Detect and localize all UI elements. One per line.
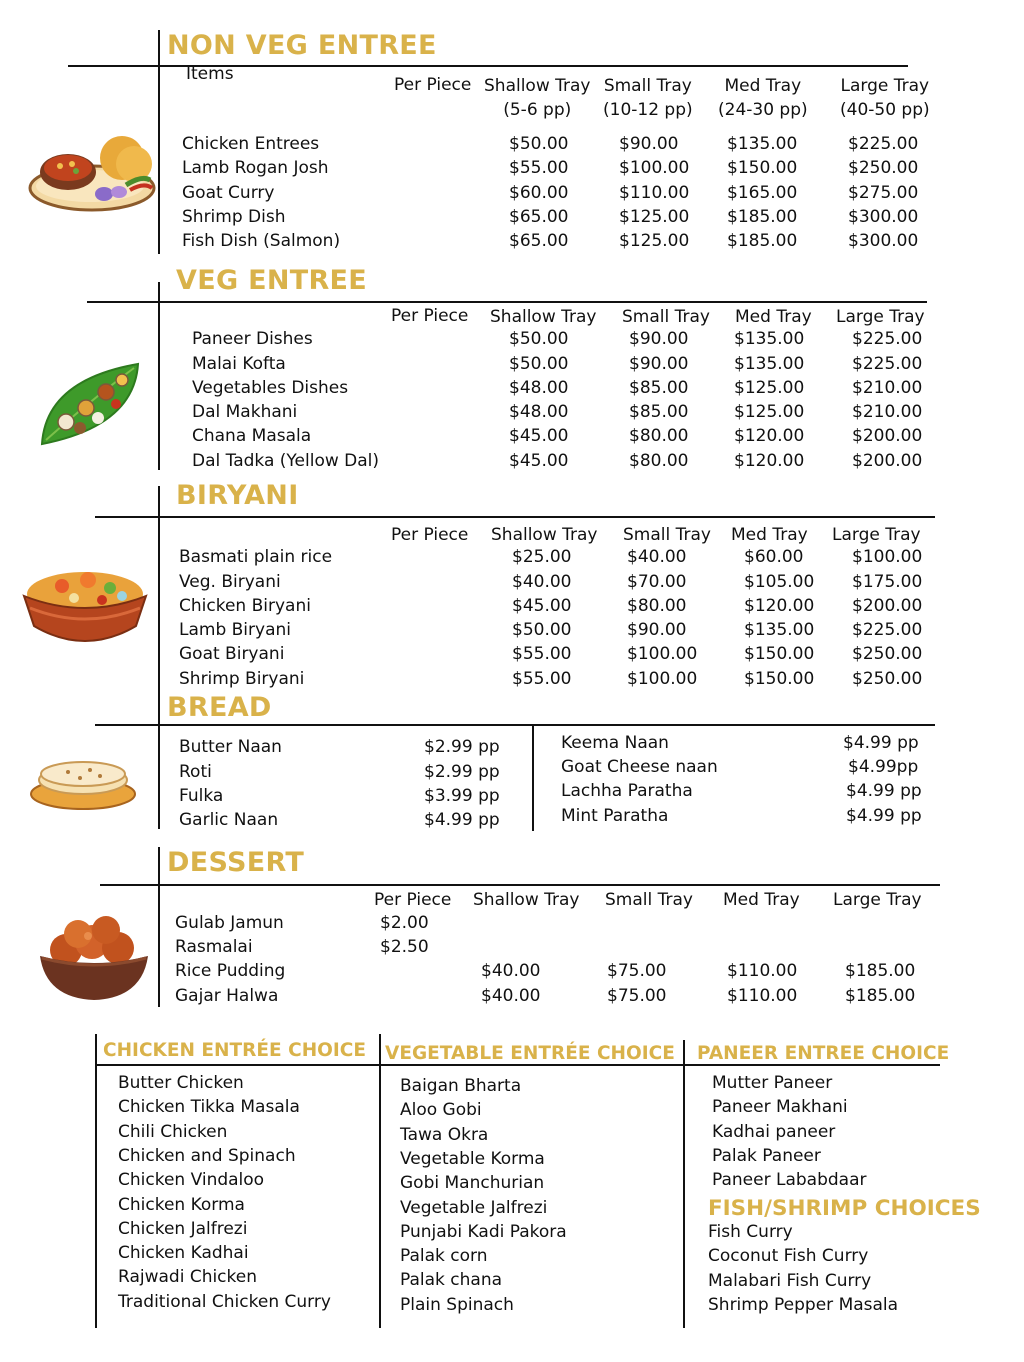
price-cell: $110.00 (619, 183, 690, 203)
banana-leaf-thali-icon (36, 360, 146, 448)
choice-item: Tawa Okra (400, 1124, 489, 1145)
choice-item: Chicken Kadhai (118, 1243, 249, 1264)
menu-item-name: Paneer Dishes (192, 329, 313, 349)
price-cell: $40.00 (512, 572, 572, 592)
menu-item-name: Rice Pudding (175, 961, 286, 981)
price-cell: $185.00 (727, 231, 798, 251)
dessert-title: DESSERT (167, 847, 305, 878)
menu-item-name: Goat Cheese naan (561, 757, 718, 777)
paneer-choice-title: PANEER ENTREE CHOICE (697, 1043, 950, 1064)
price-cell: $25.00 (512, 547, 572, 567)
price-cell: $150.00 (744, 669, 815, 689)
header-med-tray: Med Tray (24-30 pp) (718, 76, 808, 120)
price-cell: $225.00 (852, 354, 923, 374)
price-cell: $275.00 (848, 183, 919, 203)
price-cell: $200.00 (852, 426, 923, 446)
choice-item: Palak corn (400, 1246, 488, 1267)
curry-plate-icon (24, 130, 156, 212)
price-cell: $4.99pp (848, 757, 919, 777)
choice-item: Gobi Manchurian (400, 1173, 545, 1194)
header-per-piece: Per Piece (391, 306, 469, 326)
header-small-tray: Small Tray (622, 307, 710, 327)
header-shallow-tray: Shallow Tray (473, 890, 580, 910)
divider (87, 301, 927, 303)
divider (95, 1034, 97, 1328)
price-cell: $90.00 (629, 329, 689, 349)
menu-item-name: Dal Makhani (192, 402, 298, 422)
menu-item-name: Chicken Biryani (179, 596, 311, 616)
price-cell: $2.00 (380, 913, 429, 933)
divider (379, 1034, 381, 1328)
price-cell: $90.00 (627, 620, 687, 640)
divider (95, 724, 935, 726)
choice-item: Butter Chicken (118, 1073, 244, 1093)
menu-item-name: Butter Naan (179, 737, 282, 757)
price-cell: $60.00 (509, 183, 569, 203)
header-shallow-tray: Shallow Tray (490, 307, 597, 327)
price-cell: $105.00 (744, 572, 815, 592)
price-cell: $55.00 (512, 669, 572, 689)
price-cell: $50.00 (512, 620, 572, 640)
choice-item: Kadhai paneer (712, 1121, 836, 1142)
menu-item-name: Mint Paratha (561, 806, 669, 826)
chicken-choice-title: CHICKEN ENTRÉE CHOICE (103, 1040, 367, 1061)
choice-item: Aloo Gobi (400, 1100, 482, 1121)
price-cell: $225.00 (852, 329, 923, 349)
header-med-tray: Med Tray (731, 525, 808, 545)
divider (96, 1064, 940, 1066)
price-cell: $150.00 (727, 158, 798, 178)
header-med-tray: Med Tray (735, 307, 812, 327)
price-cell: $55.00 (512, 644, 572, 664)
choice-item: Chicken Jalfrezi (118, 1218, 248, 1239)
price-cell: $210.00 (852, 402, 923, 422)
divider (158, 847, 160, 1007)
price-cell: $50.00 (509, 134, 569, 154)
price-cell: $125.00 (734, 378, 805, 398)
menu-item-name: Fulka (179, 786, 224, 806)
menu-item-name: Dal Tadka (Yellow Dal) (192, 451, 380, 471)
menu-item-name: Malai Kofta (192, 354, 286, 374)
price-cell: $120.00 (734, 426, 805, 446)
items-label: Items (186, 64, 234, 84)
price-cell: $200.00 (852, 451, 923, 471)
divider (158, 686, 160, 829)
price-cell: $185.00 (845, 961, 916, 981)
header-per-piece: Per Piece (394, 75, 472, 95)
header-shallow-tray: Shallow Tray (491, 525, 598, 545)
price-cell: $225.00 (848, 134, 919, 154)
choice-item: Baigan Bharta (400, 1076, 522, 1096)
price-cell: $45.00 (512, 596, 572, 616)
price-cell: $135.00 (734, 329, 805, 349)
divider (683, 1040, 685, 1328)
divider (158, 282, 160, 470)
menu-item-name: Rasmalai (175, 937, 253, 957)
price-cell: $210.00 (852, 378, 923, 398)
price-cell: $55.00 (509, 158, 569, 178)
divider (100, 884, 940, 886)
divider (158, 30, 160, 254)
price-cell: $185.00 (845, 986, 916, 1006)
header-small-tray: Small Tray (10-12 pp) (603, 76, 693, 120)
choice-item: Chicken Korma (118, 1194, 245, 1215)
price-cell: $80.00 (629, 451, 689, 471)
price-cell: $4.99 pp (843, 733, 919, 753)
price-cell: $100.00 (627, 644, 698, 664)
choice-item: Paneer Makhani (712, 1097, 848, 1118)
choice-item: Traditional Chicken Curry (118, 1291, 331, 1312)
price-cell: $75.00 (607, 961, 667, 981)
menu-item-name: Lachha Paratha (561, 781, 693, 801)
choice-item: Paneer Lababdaar (712, 1170, 867, 1191)
choice-item: Coconut Fish Curry (708, 1246, 869, 1267)
choice-item: Vegetable Jalfrezi (400, 1197, 548, 1218)
price-cell: $65.00 (509, 207, 569, 227)
price-cell: $80.00 (627, 596, 687, 616)
price-cell: $300.00 (848, 207, 919, 227)
menu-item-name: Goat Curry (182, 183, 275, 203)
choice-item: Palak Paneer (712, 1145, 821, 1166)
price-cell: $4.99 pp (424, 810, 500, 830)
header-large-tray: Large Tray (40-50 pp) (840, 76, 930, 120)
price-cell: $85.00 (629, 378, 689, 398)
menu-item-name: Lamb Biryani (179, 620, 291, 640)
menu-item-name: Chana Masala (192, 426, 312, 446)
menu-item-name: Shrimp Dish (182, 207, 286, 227)
price-cell: $75.00 (607, 986, 667, 1006)
price-cell: $45.00 (509, 426, 569, 446)
menu-item-name: Basmati plain rice (179, 547, 333, 567)
choice-item: Punjabi Kadi Pakora (400, 1221, 567, 1242)
nonveg-title: NON VEG ENTREE (167, 30, 437, 61)
divider (532, 725, 534, 831)
choice-item: Shrimp Pepper Masala (708, 1294, 899, 1315)
price-cell: $65.00 (509, 231, 569, 251)
price-cell: $135.00 (727, 134, 798, 154)
price-cell: $250.00 (852, 669, 923, 689)
menu-item-name: Garlic Naan (179, 810, 279, 830)
divider (95, 516, 935, 518)
menu-item-name: Keema Naan (561, 733, 669, 753)
menu-item-name: Fish Dish (Salmon) (182, 231, 341, 251)
menu-item-name: Gulab Jamun (175, 913, 284, 933)
menu-item-name: Lamb Rogan Josh (182, 158, 329, 178)
price-cell: $80.00 (629, 426, 689, 446)
header-large-tray: Large Tray (832, 525, 921, 545)
menu-item-name: Chicken Entrees (182, 134, 320, 154)
price-cell: $100.00 (619, 158, 690, 178)
menu-item-name: Veg. Biryani (179, 572, 281, 592)
price-cell: $50.00 (509, 329, 569, 349)
menu-item-name: Gajar Halwa (175, 986, 279, 1006)
vegetable-choice-title: VEGETABLE ENTRÉE CHOICE (385, 1043, 675, 1064)
header-per-piece: Per Piece (374, 890, 452, 910)
choice-item: Chicken Tikka Masala (118, 1097, 300, 1118)
price-cell: $165.00 (727, 183, 798, 203)
price-cell: $4.99 pp (846, 806, 922, 826)
choice-item: Chicken and Spinach (118, 1145, 296, 1166)
price-cell: $225.00 (852, 620, 923, 640)
price-cell: $100.00 (852, 547, 923, 567)
price-cell: $50.00 (509, 354, 569, 374)
menu-item-name: Roti (179, 762, 212, 782)
header-large-tray: Large Tray (833, 890, 922, 910)
price-cell: $4.99 pp (846, 781, 922, 801)
price-cell: $85.00 (629, 402, 689, 422)
price-cell: $2.99 pp (424, 762, 500, 782)
biryani-title: BIRYANI (176, 480, 299, 511)
header-shallow-tray: Shallow Tray (5-6 pp) (484, 76, 591, 120)
price-cell: $200.00 (852, 596, 923, 616)
header-large-tray: Large Tray (836, 307, 925, 327)
price-cell: $135.00 (744, 620, 815, 640)
price-cell: $90.00 (619, 134, 679, 154)
price-cell: $120.00 (734, 451, 805, 471)
gulab-jamun-bowl-icon (38, 912, 150, 1004)
menu-item-name: Vegetables Dishes (192, 378, 349, 398)
price-cell: $135.00 (734, 354, 805, 374)
choice-item: Plain Spinach (400, 1294, 514, 1315)
header-small-tray: Small Tray (623, 525, 711, 545)
veg-title: VEG ENTREE (176, 265, 368, 296)
price-cell: $100.00 (627, 669, 698, 689)
price-cell: $150.00 (744, 644, 815, 664)
roti-stack-icon (28, 752, 138, 812)
price-cell: $40.00 (481, 986, 541, 1006)
price-cell: $3.99 pp (424, 786, 500, 806)
price-cell: $110.00 (727, 961, 798, 981)
fish-choice-title: FISH/SHRIMP CHOICES (708, 1196, 981, 1221)
biryani-bowl-icon (18, 556, 152, 652)
price-cell: $125.00 (734, 402, 805, 422)
price-cell: $40.00 (627, 547, 687, 567)
price-cell: $60.00 (744, 547, 804, 567)
divider (158, 486, 160, 690)
choice-item: Rajwadi Chicken (118, 1267, 258, 1288)
price-cell: $175.00 (852, 572, 923, 592)
price-cell: $300.00 (848, 231, 919, 251)
price-cell: $40.00 (481, 961, 541, 981)
price-cell: $185.00 (727, 207, 798, 227)
choice-item: Malabari Fish Curry (708, 1270, 872, 1291)
price-cell: $110.00 (727, 986, 798, 1006)
menu-item-name: Goat Biryani (179, 644, 285, 664)
price-cell: $125.00 (619, 207, 690, 227)
price-cell: $250.00 (848, 158, 919, 178)
price-cell: $45.00 (509, 451, 569, 471)
bread-title: BREAD (167, 692, 272, 723)
price-cell: $70.00 (627, 572, 687, 592)
choice-item: Chicken Vindaloo (118, 1170, 265, 1191)
choice-item: Fish Curry (708, 1222, 793, 1242)
header-per-piece: Per Piece (391, 525, 469, 545)
price-cell: $2.99 pp (424, 737, 500, 757)
price-cell: $120.00 (744, 596, 815, 616)
choice-item: Vegetable Korma (400, 1148, 545, 1169)
header-med-tray: Med Tray (723, 890, 800, 910)
price-cell: $125.00 (619, 231, 690, 251)
menu-item-name: Shrimp Biryani (179, 669, 305, 689)
choice-item: Palak chana (400, 1270, 503, 1291)
price-cell: $48.00 (509, 402, 569, 422)
choice-item: Chili Chicken (118, 1121, 228, 1142)
price-cell: $250.00 (852, 644, 923, 664)
price-cell: $2.50 (380, 937, 429, 957)
header-small-tray: Small Tray (605, 890, 693, 910)
choice-item: Mutter Paneer (712, 1073, 833, 1093)
price-cell: $48.00 (509, 378, 569, 398)
price-cell: $90.00 (629, 354, 689, 374)
